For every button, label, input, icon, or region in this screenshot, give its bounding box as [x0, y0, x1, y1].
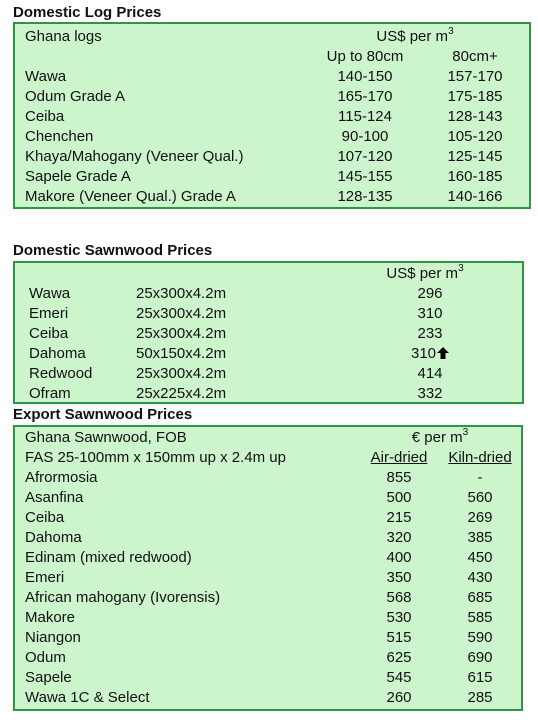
price-cell — [375, 284, 485, 304]
species-name: Dahoma — [29, 345, 86, 362]
kiln-dried-price: 690 — [467, 649, 493, 666]
table-row — [15, 668, 521, 688]
table-row — [15, 568, 521, 588]
domestic-sawn-header-row — [15, 264, 522, 284]
table-row — [15, 688, 521, 708]
table-row — [15, 364, 522, 384]
kiln-dried-price: 615 — [467, 669, 493, 686]
table-row — [15, 608, 521, 628]
table-row — [15, 344, 522, 364]
table-row — [15, 107, 529, 127]
price-cell — [375, 344, 485, 364]
kiln-dried-price: 450 — [467, 549, 493, 566]
price: 233 — [417, 325, 443, 342]
air-dried-price: 500 — [386, 489, 412, 506]
table-row — [15, 87, 529, 107]
kiln-dried-price: 385 — [467, 529, 493, 546]
species-name: Asanfina — [25, 489, 84, 506]
species-name: Niangon — [25, 629, 81, 646]
price-80cm-plus: 125-145 — [447, 148, 503, 165]
air-dried-price: 568 — [386, 589, 412, 606]
unit-header: US$ per $m^3$ — [386, 263, 464, 282]
dimensions: 25x225x4.2m — [136, 385, 227, 402]
price: 296 — [417, 285, 443, 302]
fob-label: Ghana Sawnwood, FOB — [25, 429, 187, 446]
price: 414 — [417, 365, 443, 382]
species-name: Emeri — [29, 305, 69, 322]
domestic-log-subheader-row — [15, 47, 529, 67]
air-dried-price: 320 — [386, 529, 412, 546]
domestic-log-table — [13, 22, 531, 209]
up-arrow-icon — [437, 347, 449, 359]
domestic-log-title: Domestic Log Prices — [13, 4, 162, 21]
grade-spec-label: FAS 25-100mm x 150mm up x 2.4m up — [25, 449, 286, 466]
air-dried-price: 855 — [386, 469, 412, 486]
dimensions: 25x300x4.2m — [136, 365, 227, 382]
species-name: Afrormosia — [25, 469, 98, 486]
table-row — [15, 648, 521, 668]
dimensions: 50x150x4.2m — [136, 345, 227, 362]
species-name: Wawa 1C & Select — [25, 689, 150, 706]
price-up-to-80cm: 128-135 — [337, 188, 393, 205]
price-up-to-80cm: 140-150 — [337, 68, 393, 85]
kiln-dried-price: 685 — [467, 589, 493, 606]
price-80cm-plus: 128-143 — [447, 108, 503, 125]
price-up-to-80cm: 145-155 — [337, 168, 393, 185]
table-row — [15, 284, 522, 304]
table-row — [15, 384, 522, 404]
export-sawn-table — [13, 425, 523, 711]
kiln-dried-price: - — [477, 469, 483, 486]
col-up-to-80cm: Up to 80cm — [326, 48, 404, 65]
air-dried-price: 625 — [386, 649, 412, 666]
price-cell — [375, 384, 485, 404]
air-dried-price: 350 — [386, 569, 412, 586]
export-header-row-1 — [15, 428, 521, 448]
table-row — [15, 588, 521, 608]
species-name: Makore — [25, 609, 76, 626]
table-row — [15, 324, 522, 344]
species-name: Sapele Grade A — [25, 168, 131, 185]
species-name: Ceiba — [25, 108, 65, 125]
export-header-row-2 — [15, 448, 521, 468]
species-name: Khaya/Mahogany (Veneer Qual.) — [25, 148, 244, 165]
price-cell — [375, 364, 485, 384]
kiln-dried-price: 430 — [467, 569, 493, 586]
price: 332 — [417, 385, 443, 402]
price-up-to-80cm: 107-120 — [337, 148, 393, 165]
dimensions: 25x300x4.2m — [136, 285, 227, 302]
air-dried-price: 260 — [386, 689, 412, 706]
domestic-sawn-table — [13, 261, 524, 404]
species-name: Ceiba — [25, 509, 65, 526]
air-dried-price: 400 — [386, 549, 412, 566]
species-name: Edinam (mixed redwood) — [25, 549, 192, 566]
species-name: African mahogany (Ivorensis) — [25, 589, 221, 606]
species-name: Ofram — [29, 385, 71, 402]
price-80cm-plus: 160-185 — [447, 168, 503, 185]
price-80cm-plus: 105-120 — [447, 128, 503, 145]
table-row — [15, 67, 529, 87]
air-dried-price: 545 — [386, 669, 412, 686]
air-dried-price: 530 — [386, 609, 412, 626]
table-row — [15, 304, 522, 324]
category-label: Ghana logs — [25, 28, 102, 45]
price: 310 — [417, 305, 443, 322]
col-air-dried: Air-dried — [370, 449, 428, 466]
price-up-to-80cm: 90-100 — [341, 128, 389, 145]
species-name: Ceiba — [29, 325, 69, 342]
table-row — [15, 127, 529, 147]
dimensions: 25x300x4.2m — [136, 305, 227, 322]
air-dried-price: 215 — [386, 509, 412, 526]
kiln-dried-price: 585 — [467, 609, 493, 626]
price-up-to-80cm: 165-170 — [337, 88, 393, 105]
price-up-to-80cm: 115-124 — [338, 108, 392, 125]
dimensions: 25x300x4.2m — [136, 325, 227, 342]
kiln-dried-price: 285 — [467, 689, 493, 706]
air-dried-price: 515 — [386, 629, 412, 646]
species-name: Wawa — [25, 68, 67, 85]
species-name: Odum Grade A — [25, 88, 126, 105]
domestic-sawn-title: Domestic Sawnwood Prices — [13, 242, 213, 259]
col-kiln-dried: Kiln-dried — [448, 449, 512, 466]
table-row — [15, 528, 521, 548]
price-cell — [375, 324, 485, 344]
species-name: Dahoma — [25, 529, 82, 546]
price-cell — [375, 304, 485, 324]
price-80cm-plus: 175-185 — [447, 88, 503, 105]
species-name: Sapele — [25, 669, 72, 686]
price: 310 — [410, 345, 437, 362]
export-sawn-title: Export Sawnwood Prices — [13, 406, 193, 423]
species-name: Odum — [25, 649, 66, 666]
table-row — [15, 468, 521, 488]
species-name: Wawa — [29, 285, 71, 302]
unit-header: € per $m^3$ — [411, 427, 469, 446]
table-row — [15, 167, 529, 187]
price-80cm-plus: 140-166 — [447, 188, 503, 205]
table-row — [15, 508, 521, 528]
price-80cm-plus: 157-170 — [447, 68, 503, 85]
table-row — [15, 147, 529, 167]
species-name: Chenchen — [25, 128, 94, 145]
table-row — [15, 488, 521, 508]
species-name: Redwood — [29, 365, 93, 382]
kiln-dried-price: 269 — [467, 509, 493, 526]
table-row — [15, 187, 529, 207]
species-name: Emeri — [25, 569, 65, 586]
domestic-log-header-row — [15, 27, 529, 47]
species-name: Makore (Veneer Qual.) Grade A — [25, 188, 236, 205]
table-row — [15, 628, 521, 648]
kiln-dried-price: 560 — [467, 489, 493, 506]
unit-header: US$ per $m^3$ — [376, 26, 454, 45]
col-80cm-plus: 80cm+ — [452, 48, 498, 65]
table-row — [15, 548, 521, 568]
kiln-dried-price: 590 — [467, 629, 493, 646]
